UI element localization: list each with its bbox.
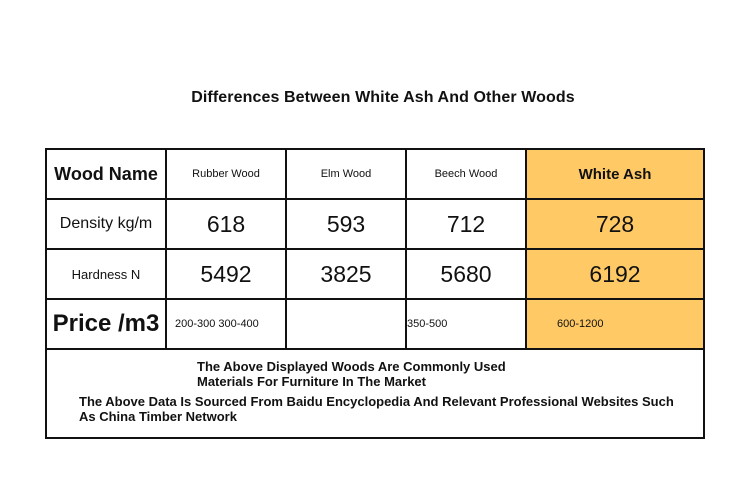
- price-rubber-wood-value: 200-300 300-400: [175, 318, 259, 330]
- header-elm-wood-label: Elm Wood: [320, 168, 372, 180]
- hardness-white-ash: [527, 250, 703, 300]
- hardness-elm-wood-value: 3825: [320, 260, 372, 287]
- note-data-source: The Above Data Is Sourced From Baidu Encyclopedia And Relevant Professional Websites Such As China Timber Network: [79, 394, 674, 424]
- header-rubber-wood: [167, 150, 287, 200]
- density-elm-wood: [287, 200, 407, 250]
- row-label-price: [47, 300, 167, 350]
- hardness-rubber-wood-value: 5492: [200, 260, 252, 287]
- price-white-ash: [527, 300, 703, 350]
- row-label-hardness: [47, 250, 167, 300]
- header-elm-wood: [287, 150, 407, 200]
- note-common-materials: The Above Displayed Woods Are Commonly Used Materials For Furniture In The Market: [197, 359, 506, 389]
- hardness-white-ash-value: 6192: [589, 260, 641, 287]
- hardness-beech-wood: [407, 250, 527, 300]
- price-beech-wood: [407, 300, 527, 350]
- density-white-ash: [527, 200, 703, 250]
- price-elm-wood: [287, 300, 407, 350]
- density-label: Density kg/m: [59, 215, 153, 232]
- price-beech-wood-value: 350-500: [407, 318, 448, 330]
- price-white-ash-value: 600-1200: [557, 318, 604, 330]
- header-rubber-wood-label: Rubber Wood: [192, 168, 260, 180]
- hardness-label: Hardness N: [71, 266, 141, 282]
- header-beech-wood: [407, 150, 527, 200]
- row-label-density: [47, 200, 167, 250]
- header-wood-name-label: Wood Name: [54, 163, 158, 184]
- density-rubber-wood: [167, 200, 287, 250]
- table-title: Differences Between White Ash And Other Woods: [191, 89, 575, 106]
- density-beech-wood-value: 712: [446, 210, 486, 237]
- density-beech-wood: [407, 200, 527, 250]
- header-white-ash: [527, 150, 703, 200]
- header-white-ash-label: White Ash: [578, 165, 652, 183]
- price-rubber-wood: [167, 300, 287, 350]
- header-beech-wood-label: Beech Wood: [434, 168, 498, 180]
- price-label: Price /m3: [52, 310, 160, 337]
- table-notes: [47, 350, 703, 437]
- hardness-elm-wood: [287, 250, 407, 300]
- header-wood-name: [47, 150, 167, 200]
- density-rubber-wood-value: 618: [206, 210, 246, 237]
- hardness-beech-wood-value: 5680: [440, 260, 492, 287]
- density-white-ash-value: 728: [595, 210, 635, 237]
- density-elm-wood-value: 593: [326, 210, 366, 237]
- hardness-rubber-wood: [167, 250, 287, 300]
- comparison-table: [45, 148, 705, 439]
